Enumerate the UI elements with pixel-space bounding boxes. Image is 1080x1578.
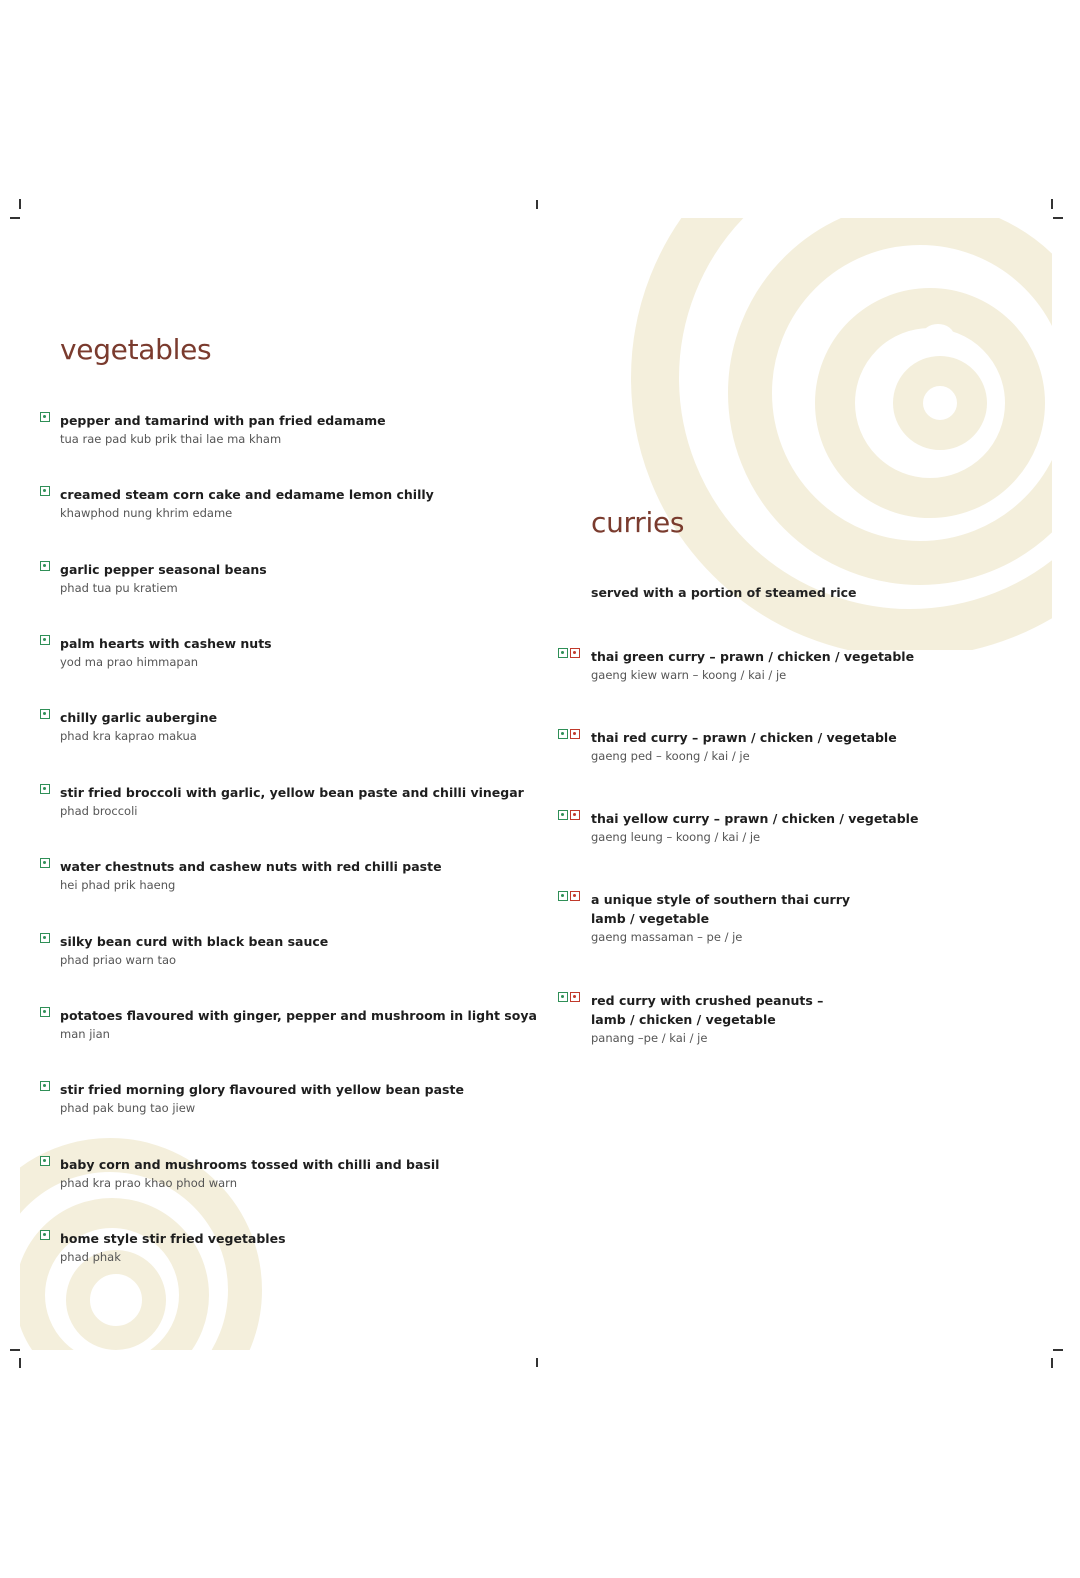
item-thai-name: gaeng massaman – pe / je — [591, 930, 743, 944]
nonveg-mark-icon — [570, 648, 580, 658]
menu-item — [40, 932, 328, 970]
item-name: potatoes flavoured with ginger, pepper and mushroom in light soya — [60, 1008, 537, 1023]
item-thai-name: man jian — [60, 1027, 110, 1041]
menu-item — [40, 1229, 286, 1267]
veg-mark-icon — [40, 1230, 50, 1240]
item-thai-name: phad kra kaprao makua — [60, 729, 197, 743]
item-thai-name: panang –pe / kai / je — [591, 1031, 708, 1045]
menu-item — [40, 1080, 464, 1118]
item-thai-name: phad kra prao khao phod warn — [60, 1176, 237, 1190]
item-name: palm hearts with cashew nuts — [60, 636, 272, 651]
diet-marks — [40, 486, 50, 496]
veg-mark-icon — [40, 784, 50, 794]
diet-marks — [558, 648, 580, 658]
veg-mark-icon — [40, 635, 50, 645]
veg-mark-icon — [40, 933, 50, 943]
diet-marks — [40, 709, 50, 719]
veg-mark-icon — [40, 412, 50, 422]
nonveg-mark-icon — [570, 810, 580, 820]
diet-marks — [558, 810, 580, 820]
menu-item — [558, 991, 823, 1048]
crop-mark — [19, 1358, 21, 1368]
item-thai-name: khawphod nung khrim edame — [60, 506, 233, 520]
item-name: silky bean curd with black bean sauce — [60, 934, 329, 949]
veg-mark-icon — [40, 858, 50, 868]
item-name: thai yellow curry – prawn / chicken / vegetable — [591, 811, 919, 826]
crop-mark — [536, 200, 538, 209]
menu-item — [40, 560, 267, 598]
item-name: thai red curry – prawn / chicken / vegetable — [591, 730, 897, 745]
item-name: pepper and tamarind with pan fried edamame — [60, 413, 386, 428]
veg-mark-icon — [40, 486, 50, 496]
crop-mark — [1053, 1349, 1063, 1351]
crop-mark — [1051, 199, 1053, 209]
diet-marks — [40, 412, 50, 422]
veg-mark-icon — [40, 1007, 50, 1017]
item-thai-name: phad broccoli — [60, 804, 138, 818]
crop-mark — [19, 199, 21, 209]
diet-marks — [40, 1007, 50, 1017]
veg-mark-icon — [40, 1081, 50, 1091]
item-name: stir fried broccoli with garlic, yellow bean paste and chilli vinegar — [60, 785, 524, 800]
menu-item — [40, 411, 386, 449]
item-variants: lamb / chicken / vegetable — [591, 1012, 776, 1027]
item-name: red curry with crushed peanuts – — [591, 993, 824, 1008]
nonveg-mark-icon — [570, 729, 580, 739]
item-thai-name: phad pak bung tao jiew — [60, 1101, 196, 1115]
item-name: creamed steam corn cake and edamame lemon chilly — [60, 487, 434, 502]
diet-marks — [558, 891, 580, 901]
diet-marks — [40, 561, 50, 571]
crop-mark — [10, 217, 20, 219]
diet-marks — [558, 992, 580, 1002]
item-name: water chestnuts and cashew nuts with red chilli paste — [60, 859, 442, 874]
nonveg-mark-icon — [570, 992, 580, 1002]
item-name: thai green curry – prawn / chicken / vegetable — [591, 649, 915, 664]
diet-marks — [40, 635, 50, 645]
diet-marks — [40, 1081, 50, 1091]
veg-mark-icon — [558, 810, 568, 820]
vegetables-heading: vegetables — [60, 333, 212, 366]
diet-marks — [558, 729, 580, 739]
item-name: baby corn and mushrooms tossed with chilli and basil — [60, 1157, 440, 1172]
menu-item — [40, 783, 524, 821]
item-thai-name: gaeng ped – koong / kai / je — [591, 749, 750, 763]
diet-marks — [40, 1230, 50, 1240]
veg-mark-icon — [40, 709, 50, 719]
menu-item — [40, 1155, 439, 1193]
item-variants: lamb / vegetable — [591, 911, 710, 926]
nonveg-mark-icon — [570, 891, 580, 901]
veg-mark-icon — [558, 891, 568, 901]
item-thai-name: phad phak — [60, 1250, 121, 1264]
item-thai-name: gaeng leung – koong / kai / je — [591, 830, 761, 844]
menu-item — [558, 647, 914, 685]
menu-item — [40, 485, 434, 523]
menu-item — [40, 708, 217, 746]
menu-item — [558, 728, 897, 766]
menu-item — [40, 634, 272, 672]
item-thai-name: tua rae pad kub prik thai lae ma kham — [60, 432, 282, 446]
menu-item — [40, 1006, 537, 1044]
crop-mark — [536, 1358, 538, 1367]
diet-marks — [40, 858, 50, 868]
item-name: garlic pepper seasonal beans — [60, 562, 267, 577]
item-thai-name: gaeng kiew warn – koong / kai / je — [591, 668, 787, 682]
diet-marks — [40, 1156, 50, 1166]
item-thai-name: yod ma prao himmapan — [60, 655, 199, 669]
menu-item — [558, 809, 918, 847]
curries-heading: curries — [591, 506, 685, 539]
item-thai-name: hei phad prik haeng — [60, 878, 176, 892]
veg-mark-icon — [558, 729, 568, 739]
veg-mark-icon — [558, 992, 568, 1002]
swirl-decoration-small — [20, 1100, 265, 1350]
crop-mark — [1053, 217, 1063, 219]
crop-mark — [1051, 1358, 1053, 1368]
crop-mark — [10, 1349, 20, 1351]
item-name: a unique style of southern thai curry — [591, 892, 851, 907]
curries-subtitle: served with a portion of steamed rice — [591, 585, 857, 600]
item-name: stir fried morning glory flavoured with yellow bean paste — [60, 1082, 464, 1097]
menu-item — [40, 857, 442, 895]
item-thai-name: phad tua pu kratiem — [60, 581, 178, 595]
diet-marks — [40, 933, 50, 943]
veg-mark-icon — [40, 561, 50, 571]
item-thai-name: phad priao warn tao — [60, 953, 177, 967]
item-name: chilly garlic aubergine — [60, 710, 218, 725]
veg-mark-icon — [40, 1156, 50, 1166]
veg-mark-icon — [558, 648, 568, 658]
menu-item — [558, 890, 850, 947]
item-name: home style stir fried vegetables — [60, 1231, 286, 1246]
diet-marks — [40, 784, 50, 794]
